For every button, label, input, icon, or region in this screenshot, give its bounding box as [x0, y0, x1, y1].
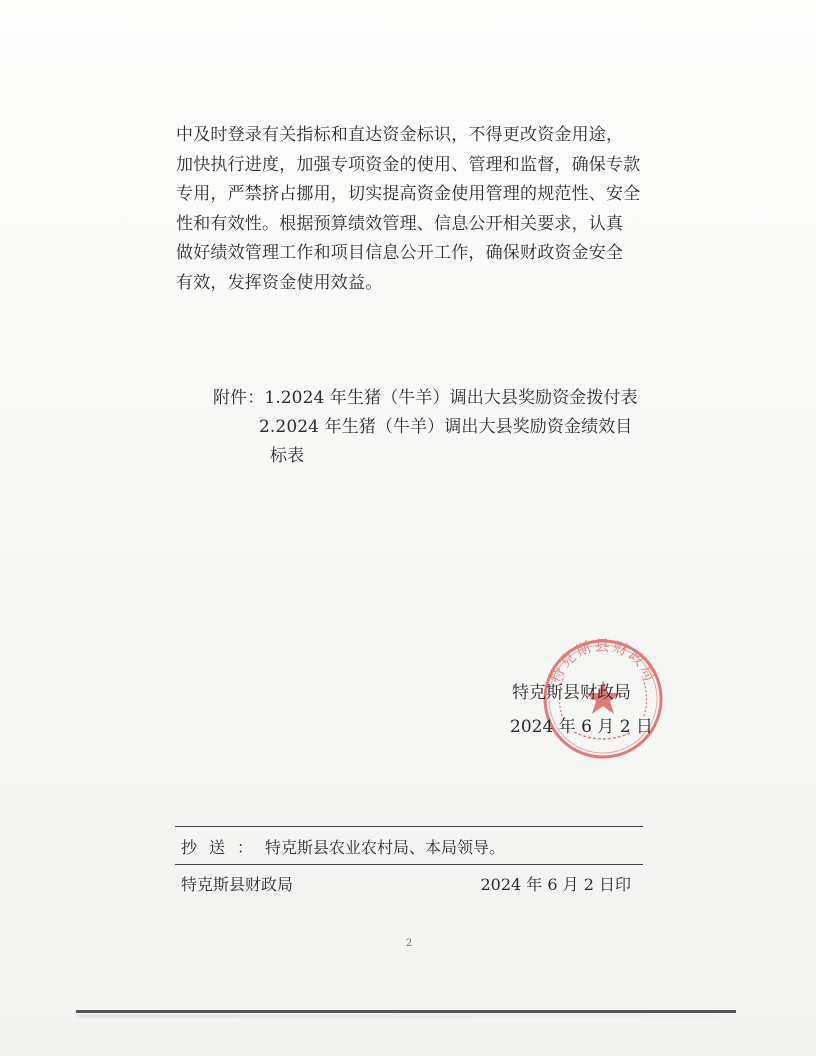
body-line: 加快执行进度，加强专项资金的使用、管理和监督，确保专款: [176, 154, 641, 175]
cc-recipients: 特克斯县农业农村局、本局领导。: [265, 838, 506, 857]
body-line: 性和有效性。根据预算绩效管理、信息公开相关要求，认真: [176, 213, 624, 234]
attachment-item-2-cont: 标表: [270, 446, 305, 466]
cc-label: 抄送：: [181, 838, 266, 857]
divider-middle: [175, 864, 643, 865]
footer-issuer: 特克斯县财政局: [181, 875, 294, 894]
body-paragraph: [176, 121, 656, 298]
divider-top: [175, 826, 643, 827]
attachment-item-1: [213, 384, 673, 413]
signature-date: 2024 年 6 月 2 日: [510, 717, 653, 737]
body-line: 专用，严禁挤占挪用，切实提高资金使用管理的规范性、安全: [176, 184, 641, 204]
svg-text:特克斯县财政局: 特克斯县财政局: [545, 636, 661, 686]
attachment-item-2: 2.2024 年生猪（牛羊）调出大县奖励资金绩效目: [259, 417, 633, 437]
scan-edge: [76, 1010, 736, 1013]
footer-print-date: 2024 年 6 月 2 日印: [480, 875, 631, 894]
body-line: 中及时登录有关指标和直达资金标识，不得更改资金用途，: [176, 125, 624, 145]
attachments-section: [213, 384, 673, 471]
signature-org: 特克斯县财政局: [512, 683, 631, 703]
scan-edge-shadow: [76, 1014, 736, 1018]
signature-block: [512, 676, 653, 744]
attachment-1-text: 1.2024 年生猪（牛羊）调出大县奖励资金拨付表: [264, 388, 638, 408]
body-line: 做好绩效管理工作和项目信息公开工作，确保财政资金安全: [176, 243, 624, 263]
attachments-label: 附件：: [213, 388, 265, 408]
page-number: 2: [405, 938, 413, 949]
body-line: 有效，发挥资金使用效益。: [176, 272, 383, 293]
cc-line: [181, 835, 505, 858]
